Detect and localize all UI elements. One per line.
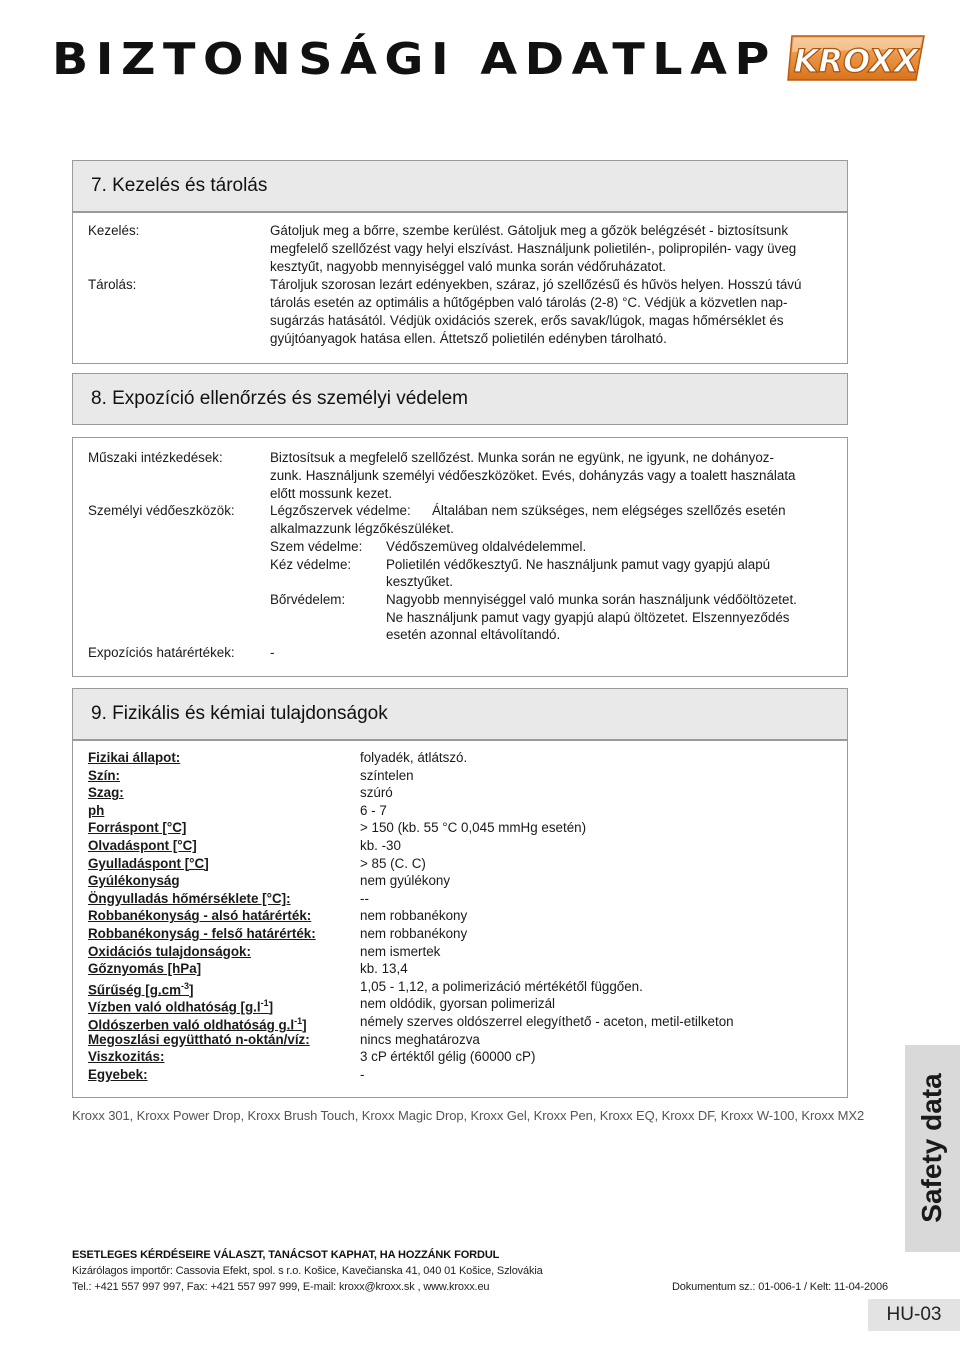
document-title: BIZTONSÁGI ADATLAP bbox=[52, 34, 777, 85]
hand-line: kesztyűket. bbox=[386, 574, 453, 589]
storage-line: gyújtóanyagok hatása ellen. Áttetsző polietilén edényben tárolható. bbox=[270, 331, 667, 346]
respiratory-line: alkalmazzunk légzőkészüléket. bbox=[270, 521, 454, 536]
hand-label: Kéz védelme: bbox=[270, 557, 352, 572]
property-value: szúró bbox=[360, 785, 393, 801]
tech-measures-label: Műszaki intézkedések: bbox=[88, 450, 223, 465]
property-value: nem robbanékony bbox=[360, 926, 468, 941]
property-label: Oxidációs tulajdonságok: bbox=[88, 943, 251, 959]
property-value: -- bbox=[360, 890, 369, 906]
contact-heading: ESETLEGES KÉRDÉSEIRE VÁLASZT, TANÁCSOT KAPHAT, HA HOZZÁNK FORDUL bbox=[72, 1249, 500, 1261]
property-value: 1,05 - 1,12, a polimerizáció mértékétől függően. bbox=[360, 978, 643, 994]
side-label: Safety data bbox=[916, 1073, 947, 1223]
respiratory-label: Légzőszervek védelme: bbox=[270, 503, 411, 518]
property-value: nincs meghatározva bbox=[360, 1031, 480, 1047]
skin-line: Nagyobb mennyiséggel való munka során használjunk védőöltözetet. bbox=[386, 592, 797, 607]
property-value: - bbox=[360, 1066, 365, 1082]
property-label: Szag: bbox=[88, 785, 124, 801]
property-value: nem ismertek bbox=[360, 943, 441, 959]
property-label: Oldószerben való oldhatóság $g.l^{-1}$] bbox=[88, 1016, 307, 1033]
tech-measures-line: zunk. Használjunk személyi védőeszközöket. Evés, dohányzás vagy a toalett használata bbox=[270, 468, 796, 483]
page-badge: HU-03 bbox=[868, 1299, 960, 1331]
exposure-limits-label: Expozíciós határértékek: bbox=[88, 645, 235, 660]
property-label: ph bbox=[88, 802, 105, 818]
kroxx-logo bbox=[786, 28, 930, 88]
property-label: Gyulladáspont [°C] bbox=[88, 855, 209, 871]
property-label: Gőznyomás [hPa] bbox=[88, 961, 202, 977]
storage-line: sugárzás hatásától. Védjük oxidációs szerek, erős savak/lúgok, magas hőmérséklet és bbox=[270, 313, 784, 328]
importer-line: Kizárólagos importőr: Cassovia Efekt, spol. s r.o. Košice, Kavečianska 41, 040 01 Košice, Szlovákia bbox=[72, 1265, 543, 1277]
property-label: Olvadáspont [°C] bbox=[88, 838, 197, 853]
property-label: Fizikai állapot: bbox=[88, 750, 181, 765]
tech-measures-line: Biztosítsuk a megfelelő szellőzést. Munka során ne együnk, ne igyunk, ne dohányoz- bbox=[270, 450, 774, 465]
hand-line: Polietilén védőkesztyű. Ne használjunk pamut vagy gyapjú alapú bbox=[386, 557, 771, 572]
skin-line: Ne használjunk pamut vagy gyapjú alapú öltözetet. Elszennyeződés bbox=[386, 610, 790, 625]
exposure-limits-value: - bbox=[270, 645, 275, 660]
ppe-label: Személyi védőeszközök: bbox=[88, 503, 235, 518]
document-number: Dokumentum sz.: 01-006-1 / Kelt: 11-04-2006 bbox=[672, 1281, 888, 1293]
eye-label: Szem védelme: bbox=[270, 539, 363, 554]
property-value: folyadék, átlátszó. bbox=[360, 750, 468, 765]
property-label: Szín: bbox=[88, 767, 120, 783]
handling-label: Kezelés: bbox=[88, 223, 140, 238]
skin-line: esetén azonnal eltávolítandó. bbox=[386, 627, 561, 642]
skin-label: Bőrvédelem: bbox=[270, 592, 346, 607]
storage-label: Tárolás: bbox=[88, 277, 137, 292]
property-value: kb. 13,4 bbox=[360, 961, 408, 977]
property-value: 6 - 7 bbox=[360, 802, 387, 818]
property-label: Sűrűség $[g.cm^{-3}]$ bbox=[88, 980, 194, 998]
product-list: Kroxx 301, Kroxx Power Drop, Kroxx Brush Touch, Kroxx Magic Drop, Kroxx Gel, Kroxx Pen, Kroxx EQ, Kroxx DF, Kroxx W-100, Kroxx MX2 bbox=[72, 1108, 865, 1123]
property-value: nem oldódik, gyorsan polimerizál bbox=[360, 996, 556, 1012]
respiratory-line: Általában nem szükséges, nem elégséges szellőzés esetén bbox=[432, 503, 786, 518]
property-label: Vízben való oldhatóság $[g.l^{-1}]$ bbox=[88, 998, 274, 1015]
property-label: Robbanékonyság - alsó határérték: bbox=[88, 908, 312, 924]
property-label: Öngyulladás hőmérséklete [°C]: bbox=[88, 890, 291, 906]
property-label: Viszkozitás: bbox=[88, 1049, 165, 1065]
property-value: nem gyúlékony bbox=[360, 873, 451, 889]
property-value: kb. -30 bbox=[360, 838, 401, 853]
brand-text: KROXX bbox=[793, 42, 919, 80]
storage-line: Tároljuk szorosan lezárt edényekben, száraz, jó szellőzésű és hűvös helyen. Hosszú távú bbox=[270, 277, 802, 292]
handling-line: megfelelő szellőzést vagy helyi elszívást. Használjunk polietilén-, polipropilén- vagy üveg bbox=[270, 241, 797, 256]
section-8-heading: 8. Expozíció ellenőrzés és személyi védelem bbox=[72, 373, 848, 425]
property-label: Forráspont [°C] bbox=[88, 820, 187, 836]
eye-value: Védőszemüveg oldalvédelemmel. bbox=[386, 539, 587, 554]
property-value: > 150 (kb. 55 °C 0,045 mmHg esetén) bbox=[360, 820, 587, 836]
property-label: Gyúlékonyság bbox=[88, 873, 180, 889]
property-label: Robbanékonyság - felső határérték: bbox=[88, 926, 316, 941]
tech-measures-line: előtt mossunk kezet. bbox=[270, 486, 393, 501]
property-label: Megoszlási együttható n-oktán/víz: bbox=[88, 1031, 310, 1047]
property-label: Egyebek: bbox=[88, 1066, 148, 1082]
section-9-heading: 9. Fizikális és kémiai tulajdonságok bbox=[72, 688, 848, 740]
section-7-heading: 7. Kezelés és tárolás bbox=[72, 160, 848, 212]
storage-line: tárolás esetén az optimális a hűtőgépben való tárolás (2-8) °C. Védjük a közvetlen nap- bbox=[270, 295, 788, 310]
property-value: 3 cP értéktől gélig (60000 cP) bbox=[360, 1049, 536, 1065]
contact-line: Tel.: +421 557 997 997, Fax: +421 557 997 999, E-mail: kroxx@kroxx.sk , www.kroxx.eu bbox=[72, 1281, 490, 1293]
property-value: > 85 (C. C) bbox=[360, 855, 426, 871]
handling-line: kesztyűt, nagyobb mennyiséggel való munka során védőruházatot. bbox=[270, 259, 667, 274]
property-value: nem robbanékony bbox=[360, 908, 468, 924]
property-value: némely szerves oldószerrel elegyíthető - aceton, metil-etilketon bbox=[360, 1014, 734, 1029]
property-value: színtelen bbox=[360, 767, 414, 783]
handling-line: Gátoljuk meg a bőrre, szembe kerülést. Gátoljuk meg a gőzök belégzését - biztosítsunk bbox=[270, 223, 789, 238]
